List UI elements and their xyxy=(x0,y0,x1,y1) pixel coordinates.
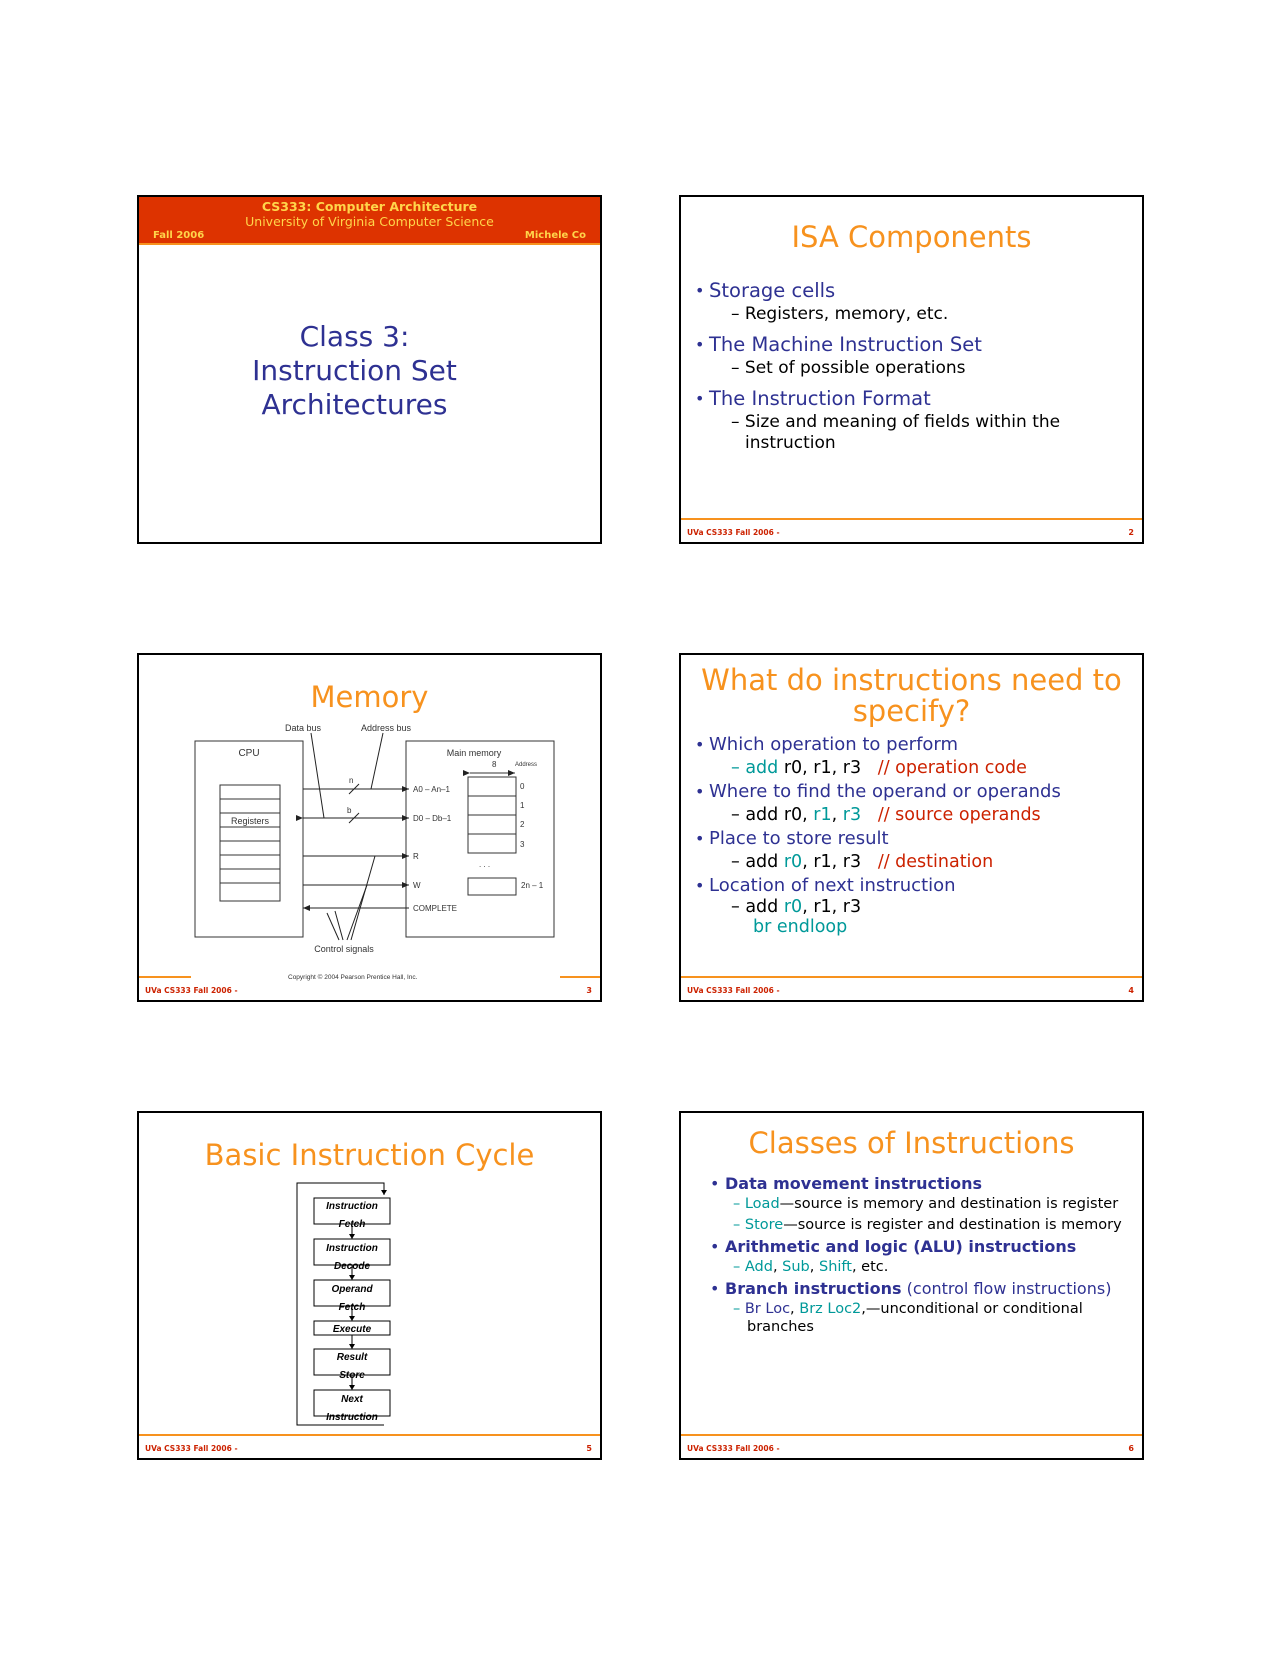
bullet-list xyxy=(681,277,1142,454)
comma: , xyxy=(831,805,843,825)
op-add: add r0, xyxy=(745,805,814,825)
sub-bullet: – add r0, r1, r3 // destination xyxy=(731,852,994,872)
bullet-item: • Place to store result xyxy=(681,827,1142,850)
slide-1-title xyxy=(139,320,570,422)
footer-text: UVa CS333 Fall 2006 - xyxy=(687,1444,780,1453)
address-label: Address xyxy=(515,762,538,768)
step-line: Instruction xyxy=(326,1412,378,1423)
bullet-item: • Data movement instructions xyxy=(681,1173,1142,1195)
footer-text: UVa CS333 Fall 2006 - xyxy=(687,528,780,537)
slide-title: Classes of Instructions xyxy=(748,1126,1075,1160)
sub-bullet: – add r0, r1, r3 // source operands xyxy=(731,805,1041,825)
cpu-label: CPU xyxy=(238,748,260,759)
memory-cells xyxy=(468,777,516,895)
data-bus-label: Data bus xyxy=(284,723,322,733)
main-memory-label: Main memory xyxy=(446,748,502,758)
addr-0: 0 xyxy=(520,782,525,791)
slide-title xyxy=(681,665,1142,727)
sub-bullet: – Set of possible operations xyxy=(731,358,966,378)
header-author: Michele Co xyxy=(524,230,586,241)
title-line: Instruction Set xyxy=(252,354,457,387)
load-keyword: Load xyxy=(744,1196,780,1212)
sub-bullet: – Registers, memory, etc. xyxy=(731,304,949,324)
width-label: 8 xyxy=(492,760,497,769)
slide-4 xyxy=(679,653,1144,1002)
op-add: add xyxy=(745,758,779,778)
reg-r0: r0 xyxy=(783,897,803,917)
sub-keyword: Sub xyxy=(782,1259,810,1275)
footer-text: UVa CS333 Fall 2006 - xyxy=(145,986,238,995)
footer-rule xyxy=(681,1434,1142,1436)
complete-label: COMPLETE xyxy=(413,904,458,913)
sub-bullet: – add r0, r1, r3 // operation code xyxy=(731,758,1027,778)
bullet-item: • The Instruction Format xyxy=(681,385,1142,412)
step-line: Instruction xyxy=(326,1243,378,1254)
load-desc: —source is memory and destination is register xyxy=(779,1196,1119,1212)
slide-title: Basic Instruction Cycle xyxy=(204,1138,535,1172)
comment: // operation code xyxy=(877,758,1027,778)
sub-bullet: – Load—source is memory and destination is register xyxy=(733,1196,1119,1212)
bullet-list xyxy=(681,733,1142,937)
instruction-cycle-diagram xyxy=(139,1113,600,1458)
memory-diagram xyxy=(139,655,600,1000)
branch-instruction: br endloop xyxy=(753,917,848,937)
op-add: add xyxy=(745,852,784,872)
regs: , r1, r3 xyxy=(802,852,862,872)
step-line: Store xyxy=(339,1370,365,1381)
reg-r0: r0 xyxy=(783,852,803,872)
branch-desc: ,—unconditional or conditional branches xyxy=(747,1301,1083,1335)
op-add: add xyxy=(745,897,784,917)
sub-bullet: – Store—source is register and destination is memory xyxy=(733,1217,1122,1233)
step-line: Execute xyxy=(332,1324,372,1335)
bullet-item xyxy=(681,1278,1142,1300)
step-line: Decode xyxy=(333,1261,371,1272)
addr-1: 1 xyxy=(520,801,525,810)
header-department: University of Virginia Computer Science xyxy=(245,214,494,229)
etc: , etc. xyxy=(851,1259,889,1275)
slide-6 xyxy=(679,1111,1144,1460)
title-line: What do instructions need to xyxy=(701,663,1122,697)
footer-rule xyxy=(139,976,191,978)
copyright-text: Copyright © 2004 Pearson Prentice Hall, Inc. xyxy=(288,974,418,981)
store-keyword: Store xyxy=(744,1217,784,1233)
shift-keyword: Shift xyxy=(818,1259,852,1275)
registers-label: Registers xyxy=(230,816,270,826)
add-keyword: Add xyxy=(744,1259,773,1275)
sub-bullet-text: Size and meaning of fields within the instruction xyxy=(744,412,1061,453)
step-line: Result xyxy=(336,1352,368,1363)
bullet-item: • Where to find the operand or operands xyxy=(681,780,1142,803)
sub-bullet-text: Set of possible operations xyxy=(744,358,966,378)
step-line: Fetch xyxy=(338,1219,366,1230)
branch-title: Branch instructions xyxy=(725,1279,902,1298)
reg-r3: r3 xyxy=(842,805,862,825)
slide-header-banner xyxy=(139,197,600,245)
slide-title: ISA Components xyxy=(791,220,1032,254)
branch-note: (control flow instructions) xyxy=(901,1279,1112,1298)
bullet-item: • Storage cells xyxy=(681,277,1142,304)
address-lines-label: A0 – An–1 xyxy=(413,785,450,794)
slide-1 xyxy=(137,195,602,544)
bullet-item: • Which operation to perform xyxy=(681,733,1142,756)
footer-rule xyxy=(681,518,1142,520)
bullet-item: • The Machine Instruction Set xyxy=(681,331,1142,358)
data-lines-label: D0 – Db–1 xyxy=(413,814,452,823)
footer-text: UVa CS333 Fall 2006 - xyxy=(687,986,780,995)
step-line: Next xyxy=(341,1394,363,1405)
bullet-item: • Arithmetic and logic (ALU) instructions xyxy=(681,1236,1142,1258)
cpu-box xyxy=(195,741,303,937)
footer-rule xyxy=(560,976,600,978)
footer-rule xyxy=(681,976,1142,978)
title-line: specify? xyxy=(852,694,971,728)
brz-keyword: Brz Loc2 xyxy=(799,1301,862,1317)
slide-3 xyxy=(137,653,602,1002)
sub-bullet: – Size and meaning of fields within the instruction xyxy=(731,412,1061,453)
footer-text: UVa CS333 Fall 2006 - xyxy=(145,1444,238,1453)
n-label: n xyxy=(349,776,354,785)
step-line: Operand xyxy=(331,1284,373,1295)
page-number: 4 xyxy=(1128,986,1134,995)
title-line: Class 3: xyxy=(299,320,410,353)
reg-r1: r1 xyxy=(813,805,832,825)
page-number: 3 xyxy=(586,986,592,995)
title-line: Architectures xyxy=(261,388,448,421)
sub-bullet-text: Registers, memory, etc. xyxy=(744,304,949,324)
sub-bullet: – Br Loc, Brz Loc2,—unconditional or conditional branches xyxy=(733,1301,1083,1335)
slide-5 xyxy=(137,1111,602,1460)
addr-2: 2 xyxy=(520,820,525,829)
comment: // destination xyxy=(877,852,994,872)
header-course: CS333: Computer Architecture xyxy=(261,199,478,214)
bullet-item: • Location of next instruction xyxy=(681,874,1142,897)
store-desc: —source is register and destination is memory xyxy=(783,1217,1122,1233)
sub-bullet: – Add, Sub, Shift, etc. xyxy=(733,1259,889,1275)
addr-dots: . . . xyxy=(479,860,491,869)
regs: , r1, r3 xyxy=(802,897,862,917)
header-term: Fall 2006 xyxy=(153,230,205,241)
b-label: b xyxy=(347,806,352,815)
slide-title: Memory xyxy=(310,680,429,714)
addr-3: 3 xyxy=(520,840,525,849)
page-number: 6 xyxy=(1128,1444,1134,1453)
addr-last: 2n – 1 xyxy=(521,881,544,890)
page-number: 2 xyxy=(1128,528,1134,537)
sub-bullet: – add r0, r1, r3 xyxy=(731,897,862,917)
footer-rule xyxy=(139,1434,600,1436)
regs: r0, r1, r3 xyxy=(778,758,862,778)
address-bus-label: Address bus xyxy=(360,723,412,733)
comment: // source operands xyxy=(877,805,1041,825)
page-number: 5 xyxy=(586,1444,592,1453)
step-line: Instruction xyxy=(326,1201,378,1212)
write-label: W xyxy=(413,881,421,890)
control-signals-label: Control signals xyxy=(314,944,374,954)
read-label: R xyxy=(413,852,419,861)
bullet-list xyxy=(681,1173,1142,1336)
slide-2 xyxy=(679,195,1144,544)
br-keyword: Br Loc xyxy=(744,1301,791,1317)
registers-stack xyxy=(220,785,280,901)
step-line: Fetch xyxy=(338,1302,366,1313)
